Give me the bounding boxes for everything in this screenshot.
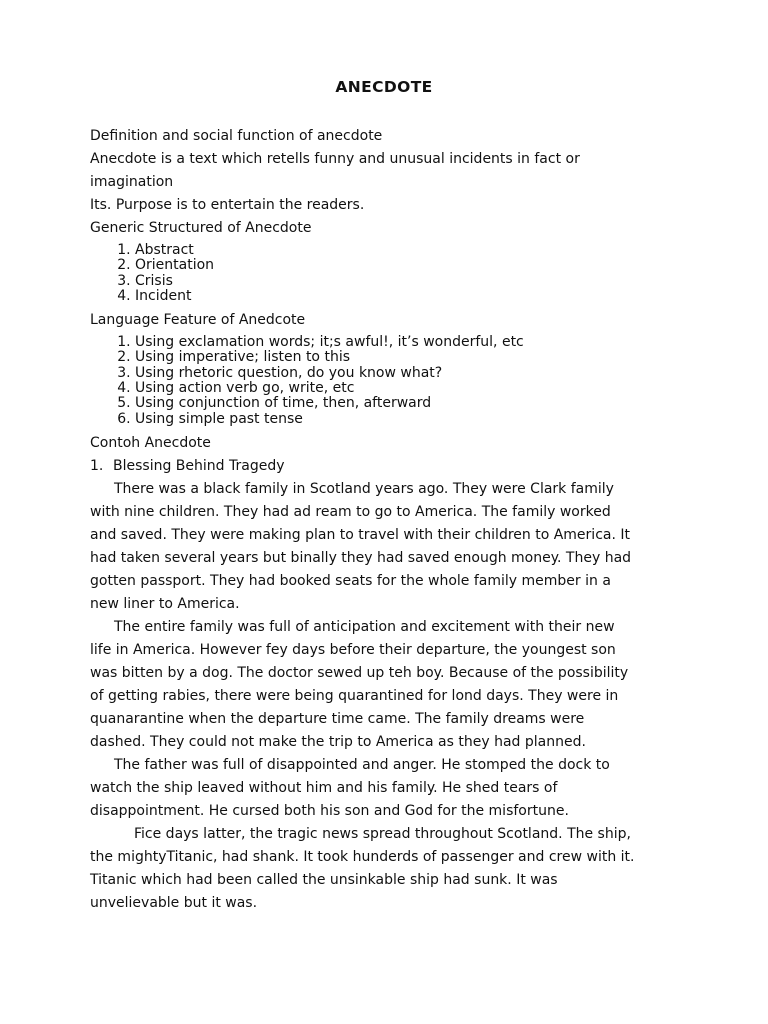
language-feature-list [90, 335, 690, 427]
paragraph-line: Titanic which had been called the unsinkable ship had sunk. It was [90, 871, 558, 888]
list-item: 6. Using simple past tense [135, 412, 690, 427]
paragraph-line: unvelievable but it was. [90, 894, 258, 911]
paragraph-line: of getting rabies, there were being quarantined for lond days. They were in [90, 687, 619, 704]
list-item: 1. Abstract [135, 243, 690, 258]
paragraph-line: with nine children. They had ad ream to go to America. The family worked [90, 503, 611, 520]
definition-text-line-1: Anecdote is a text which retells funny and unusual incidents in fact or [90, 151, 580, 167]
paragraph-line: dashed. They could not make the trip to America as they had planned. [90, 733, 586, 750]
document-body [90, 125, 690, 915]
language-heading: Language Feature of Anedcote [90, 312, 306, 329]
list-item: 1. Using exclamation words; it;s awful!, it’s wonderful, etc [135, 335, 690, 350]
paragraph-line: and saved. They were making plan to travel with their children to America. It [90, 526, 630, 543]
paragraph-line: The father was full of disappointed and anger. He stomped the dock to [114, 756, 610, 773]
list-item: 2. Orientation [135, 258, 690, 273]
structure-heading: Generic Structured of Anecdote [90, 220, 312, 236]
paragraph-line: disappointment. He cursed both his son and God for the misfortune. [90, 802, 569, 819]
story-title-text: Blessing Behind Tragedy [113, 457, 285, 474]
purpose-text: Its. Purpose is to entertain the readers. [90, 197, 365, 213]
paragraph-line: gotten passport. They had booked seats for the whole family member in a [90, 572, 611, 589]
list-item: 4. Incident [135, 289, 690, 304]
story-title [90, 455, 690, 478]
paragraph-line: The entire family was full of anticipation and excitement with their new [114, 618, 615, 635]
story-paragraph-1 [90, 478, 690, 616]
list-item: 3. Crisis [135, 274, 690, 289]
structure-list [90, 243, 690, 304]
list-item: 5. Using conjunction of time, then, afterward [135, 396, 690, 411]
list-item: 3. Using rhetoric question, do you know what? [135, 366, 690, 381]
paragraph-line: quanarantine when the departure time came. The family dreams were [90, 710, 585, 727]
example-heading: Contoh Anecdote [90, 434, 211, 451]
list-item: 2. Using imperative; listen to this [135, 350, 690, 365]
paragraph-line: Fice days latter, the tragic news spread throughout Scotland. The ship, [134, 825, 631, 842]
definition-text-line-2: imagination [90, 174, 174, 190]
story-paragraph-2 [90, 616, 690, 754]
paragraph-line: life in America. However fey days before their departure, the youngest son [90, 641, 616, 658]
list-item: 4. Using action verb go, write, etc [135, 381, 690, 396]
paragraph-line: the mightyTitanic, had shank. It took hunderds of passenger and crew with it. [90, 848, 635, 865]
paragraph-line: There was a black family in Scotland years ago. They were Clark family [114, 480, 614, 497]
paragraph-line: was bitten by a dog. The doctor sewed up teh boy. Because of the possibility [90, 664, 629, 681]
story-paragraph-3 [90, 754, 690, 823]
story-number: 1. [90, 457, 104, 474]
story-paragraph-4 [90, 823, 690, 915]
paragraph-line: new liner to America. [90, 595, 240, 612]
page-title: ANECDOTE [335, 78, 433, 96]
paragraph-line: watch the ship leaved without him and his family. He shed tears of [90, 779, 558, 796]
definition-heading: Definition and social function of anecdote [90, 128, 383, 144]
paragraph-line: had taken several years but binally they had saved enough money. They had [90, 549, 632, 566]
